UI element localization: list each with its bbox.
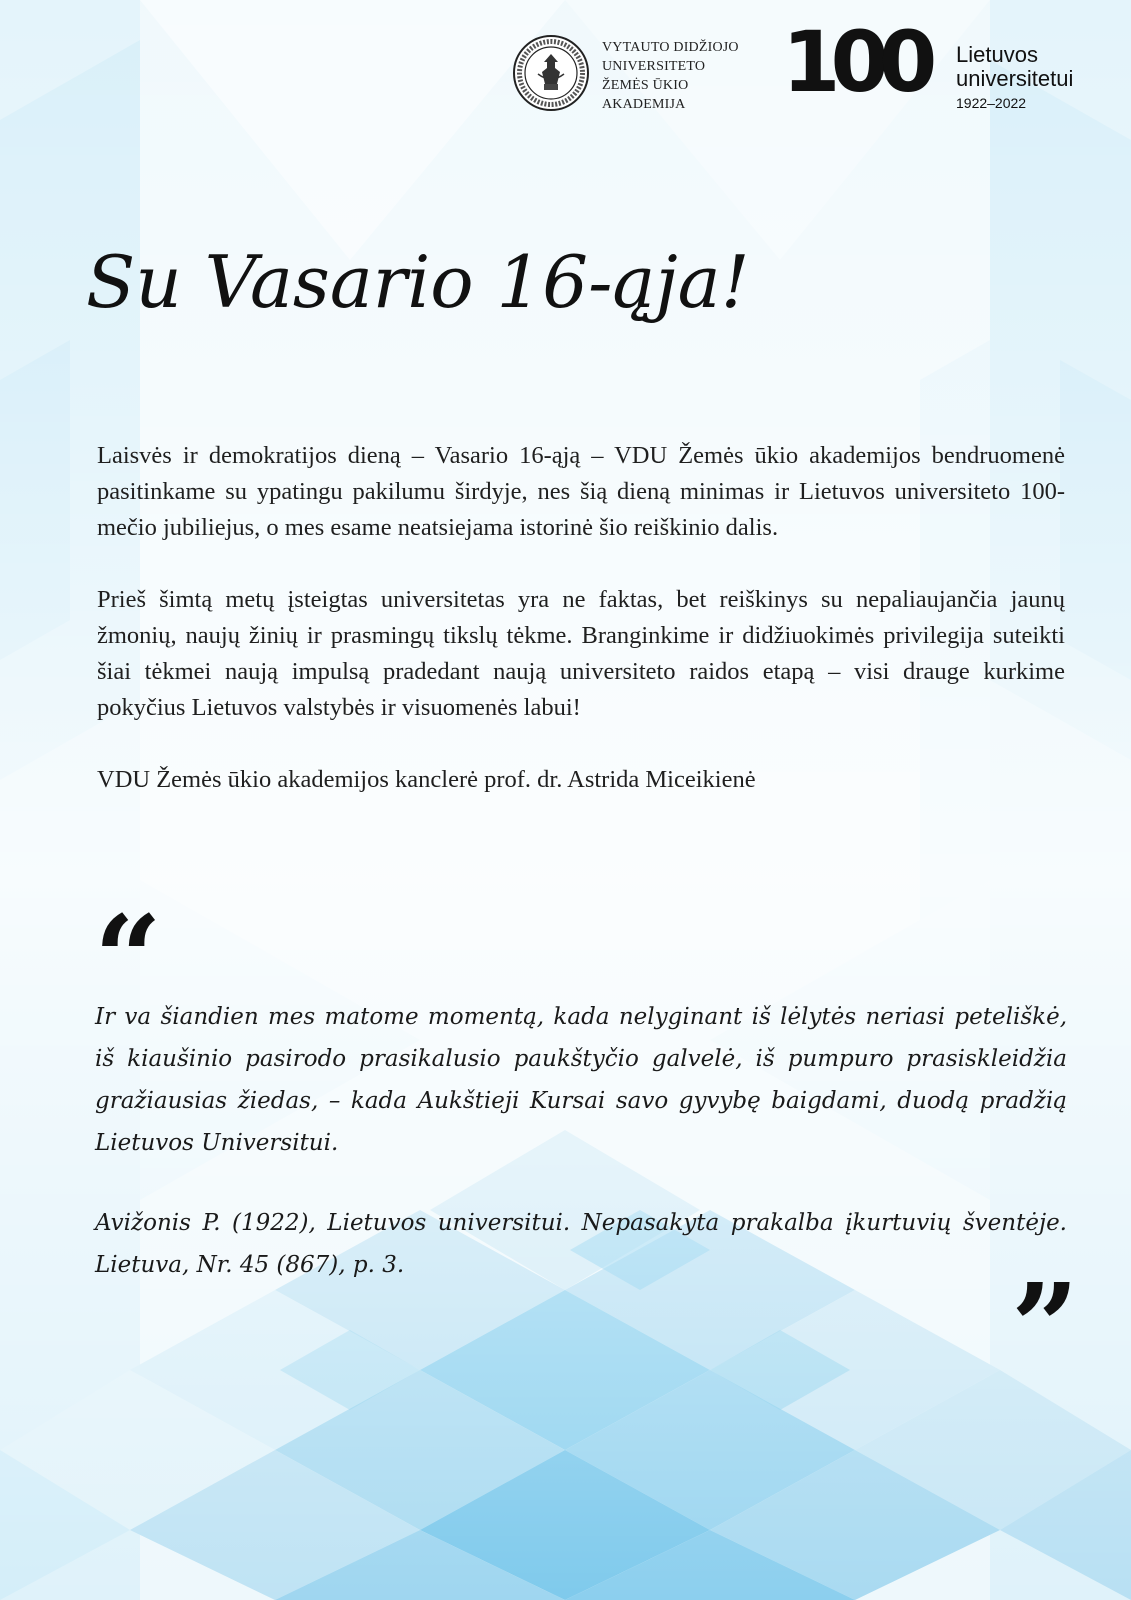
close-quote-mark: ” bbox=[1011, 1257, 1079, 1396]
centenary-line: universitetui bbox=[956, 66, 1074, 91]
greeting-body bbox=[97, 438, 1065, 798]
centenary-logo-text bbox=[956, 43, 1073, 113]
open-quote-mark: “ bbox=[94, 889, 162, 1028]
vdu-academy-name bbox=[602, 38, 739, 114]
historical-quote bbox=[95, 996, 1067, 1286]
vdu-line: AKADEMIJA bbox=[602, 97, 686, 112]
vdu-line: VYTAUTO DIDŽIOJO bbox=[602, 40, 739, 55]
centenary-line: Lietuvos bbox=[956, 42, 1038, 67]
vdu-line: UNIVERSITETO bbox=[602, 59, 706, 74]
quote-text: Ir va šiandien mes matome momentą, kada nelyginant iš lėlytės neriasi peteliškė, iš kiaušinio pasirodo prasikalusio paukštyčio galvelė, iš pumpuro prasiskleidžia gražiausias žiedas, – kada Aukštieji Kursai savo gyvybę baigdami, duodą pradžią Lietuvos Universitui. bbox=[95, 1004, 1067, 1156]
centenary-number: 100 bbox=[782, 13, 928, 111]
signature: VDU Žemės ūkio akademijos kanclerė prof. dr. Astrida Miceikienė bbox=[97, 766, 756, 793]
quote-citation: Avižonis P. (1922), Lietuvos universitui. Nepasakyta prakalba įkurtuvių šventėje. Lietuva, Nr. 45 (867), p. 3. bbox=[95, 1210, 1067, 1278]
vdu-line: ŽEMĖS ŪKIO bbox=[602, 78, 689, 93]
university-seal-icon bbox=[512, 34, 590, 112]
body-paragraph: Prieš šimtą metų įsteigtas universitetas yra ne faktas, bet reiškinys su nepaliaujančia jaunų žmonių, naujų žinių ir prasmingų tikslų tėkme. Branginkime ir didžiuokimės privilegija suteikti šiai tėkmei naują impulsą pradedant naują universiteto raidos etapą – visi drauge kurkime pokyčius Lietuvos valstybės ir visuomenės labui! bbox=[97, 586, 1065, 721]
centenary-years: 1922–2022 bbox=[956, 95, 1027, 111]
body-paragraph: Laisvės ir demokratijos dieną – Vasario 16-ąją – VDU Žemės ūkio akademijos bendruomenė pasitinkame su ypatingu pakilumu širdyje, nes šią dieną minimas ir Lietuvos universiteto 100-mečio jubiliejus, o mes esame neatsiejama istorinė šio reiškinio dalis. bbox=[97, 442, 1065, 541]
page-title: Su Vasario 16-ąja! bbox=[86, 240, 750, 324]
header bbox=[512, 13, 1104, 120]
